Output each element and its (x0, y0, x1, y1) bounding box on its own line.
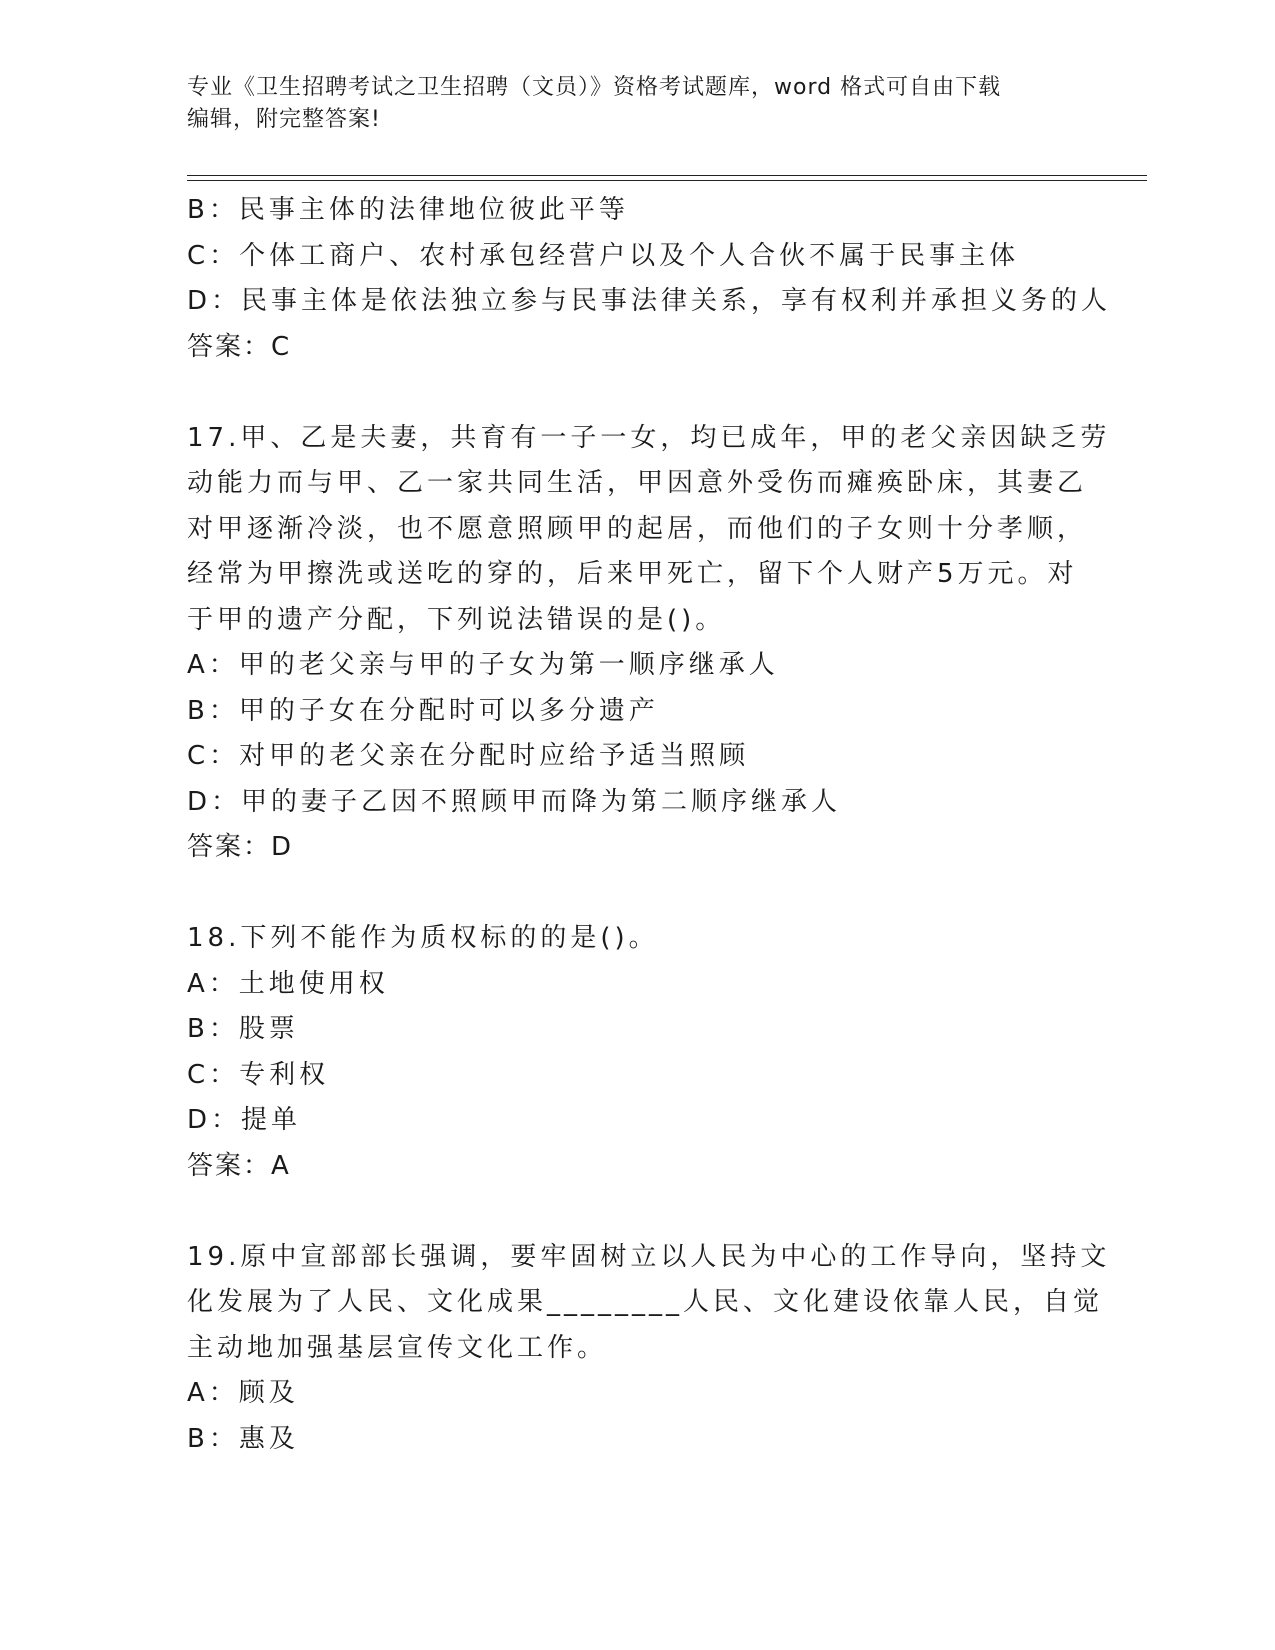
option-c: C：对甲的老父亲在分配时应给予适当照顾 (187, 741, 750, 771)
document-header (187, 72, 1087, 136)
option-d: D：民事主体是依法独立参与民事法律关系，享有权利并承担义务的人 (187, 286, 1112, 316)
question-text-line: 主动地加强基层宣传文化工作。 (187, 1332, 608, 1363)
header-line-1: 专业《卫生招聘考试之卫生招聘（文员）》资格考试题库，word 格式可自由下载 (187, 75, 1002, 100)
question-text-line: 对甲逐渐冷淡，也不愿意照顾甲的起居，而他们的子女则十分孝顺， (187, 513, 1088, 544)
option-b: B：民事主体的法律地位彼此平等 (187, 195, 629, 225)
question-text-line: 17.甲、乙是夫妻，共育有一子一女，均已成年，甲的老父亲因缺乏劳 (187, 422, 1111, 453)
option-b: B：甲的子女在分配时可以多分遗产 (187, 695, 659, 726)
header-divider-bottom (187, 180, 1147, 181)
answer: 答案：A (187, 1150, 291, 1181)
option-b: B：惠及 (187, 1423, 299, 1454)
question-text-line: 19.原中宣部部长强调，要牢固树立以人民为中心的工作导向，坚持文 (187, 1241, 1111, 1272)
question-text-line: 经常为甲擦洗或送吃的穿的，后来甲死亡，留下个人财产5万元。对 (187, 559, 1078, 589)
answer: 答案：C (187, 331, 292, 362)
question-text-line: 18.下列不能作为质权标的的是()。 (187, 923, 659, 953)
answer: 答案：D (187, 832, 294, 862)
option-c: C：专利权 (187, 1059, 330, 1090)
question-text-line: 化发展为了人民、文化成果________人民、文化建设依靠人民，自觉 (187, 1287, 1104, 1317)
question-19 (187, 1235, 1111, 1463)
question-18 (187, 916, 1067, 1189)
spacer (187, 370, 1067, 416)
option-d: D：提单 (187, 1105, 302, 1135)
header-line-2: 编辑，附完整答案! (187, 107, 381, 132)
option-b: B：股票 (187, 1014, 299, 1044)
question-17 (187, 416, 1111, 871)
header-divider-top (187, 175, 1147, 176)
spacer (187, 871, 1067, 917)
question-list (187, 188, 1112, 1462)
option-a: A：甲的老父亲与甲的子女为第一顺序继承人 (187, 650, 779, 680)
question-text-line: 于甲的遗产分配，下列说法错误的是()。 (187, 604, 726, 635)
option-a: A：顾及 (187, 1378, 299, 1408)
question-16-continued (187, 188, 1112, 370)
option-c: C：个体工商户、农村承包经营户以及个人合伙不属于民事主体 (187, 240, 1020, 271)
question-text-line: 动能力而与甲、乙一家共同生活，甲因意外受伤而瘫痪卧床，其妻乙 (187, 468, 1088, 498)
spacer (187, 1189, 1067, 1235)
option-d: D：甲的妻子乙因不照顾甲而降为第二顺序继承人 (187, 786, 842, 817)
option-a: A：土地使用权 (187, 968, 389, 999)
